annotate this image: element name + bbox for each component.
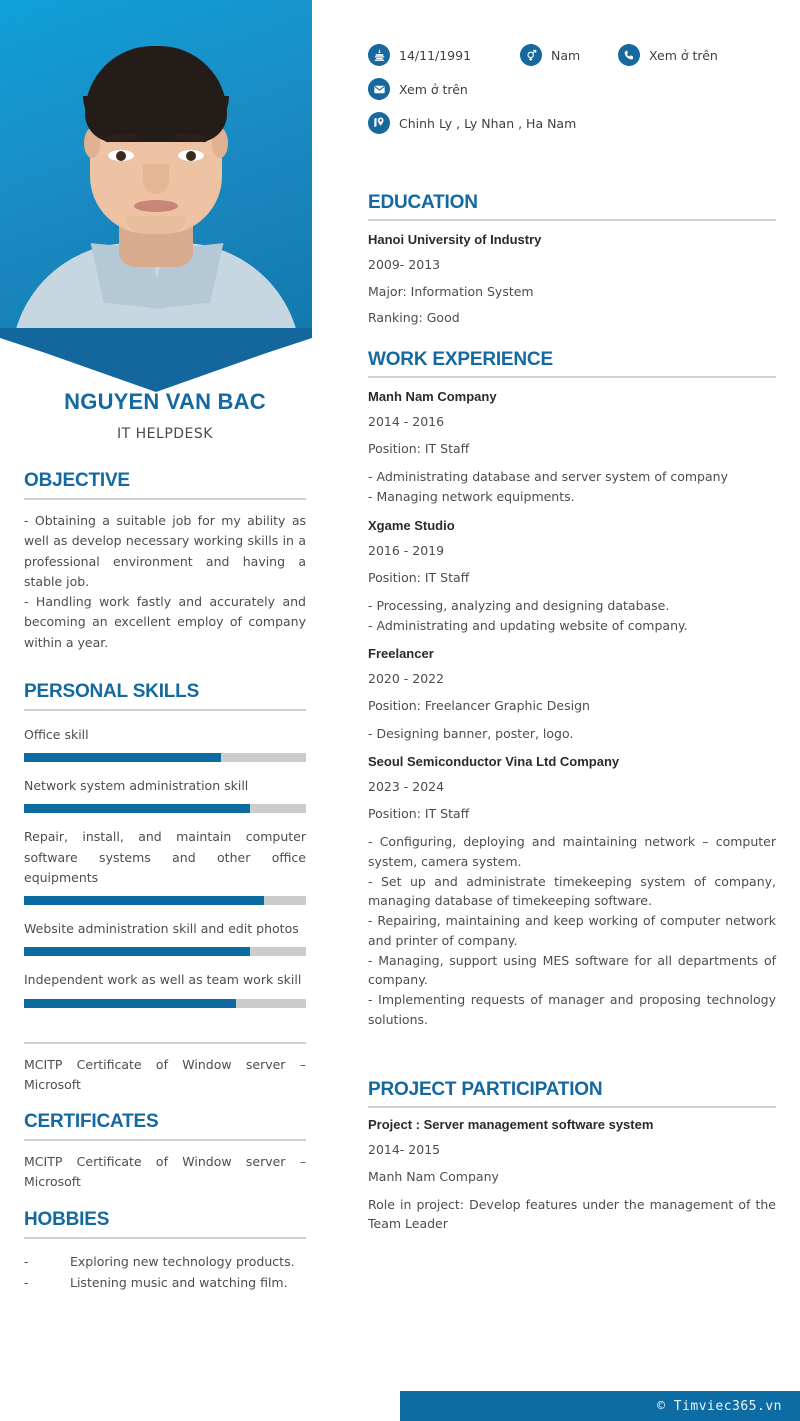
project-role: Role in project: Develop features under the management of the Team Leader [368,1196,776,1231]
work-experience-heading: WORK EXPERIENCE [368,349,553,370]
cake-icon [368,44,390,66]
contact-address-text: Chinh Ly , Ly Nhan , Ha Nam [399,115,577,131]
objective-divider [24,498,306,500]
profile-photo [0,0,312,333]
hobby-dash: - [24,1275,29,1290]
skill-progress-track [24,999,306,1008]
objective-heading: OBJECTIVE [24,470,130,491]
footer-text: © Timviec365.vn [657,1398,782,1414]
work-bullet: - Administrating database and server system of company [368,469,728,484]
skill-progress-fill [24,999,236,1008]
skill-progress-track [24,804,306,813]
project-company: Manh Nam Company [368,1168,499,1184]
list-item [24,1272,306,1294]
hobbies-divider [24,1237,306,1239]
work-bullet: - Set up and administrate timekeeping system of company, managing database of timekeeping software. [368,873,776,908]
skill-label: Repair, install, and maintain computer software systems and other office equipments [24,829,306,885]
contact-birthday [368,44,520,66]
skill-item [24,776,306,813]
contact-phone [618,44,718,66]
contact-gender-text: Nam [551,47,581,63]
contact-address [368,112,576,134]
work-bullets [368,724,776,743]
skill-label: Network system administration skill [24,778,249,793]
work-bullet: - Repairing, maintaining and keep working of computer network and printer of company. [368,913,776,948]
work-company: Xgame Studio [368,517,455,533]
work-bullet: - Implementing requests of manager and proposing technology solutions. [368,992,776,1027]
project-name: Project : Server management software system [368,1116,654,1132]
work-bullets [368,596,776,636]
project-participation-heading: PROJECT PARTICIPATION [368,1078,603,1100]
map-pin-icon [368,112,390,134]
education-heading: EDUCATION [368,192,478,213]
hobbies-list [24,1251,306,1294]
certificates-divider [24,1139,306,1141]
contact-email-text: Xem ở trên [399,81,468,97]
hobbies-section [24,1209,306,1294]
contact-gender [520,44,618,66]
contact-row-1 [368,44,776,66]
left-column [0,0,330,1421]
work-bullet: - Configuring, deploying and maintaining network – computer system, camera system. [368,834,776,869]
contact-row-3 [368,112,776,134]
contact-info [368,44,776,134]
work-bullet: - Managing, support using MES software for all departments of company. [368,952,776,987]
certificates-text: MCITP Certificate of Window server – Microsoft [24,1154,306,1190]
portrait-nose [143,164,169,194]
work-bullet: - Administrating and updating website of company. [368,617,688,633]
work-date: 2016 - 2019 [368,542,445,558]
hobby-dash: - [24,1253,29,1269]
hobby-text: Listening music and watching film. [70,1275,288,1290]
untitled-section [24,1042,306,1096]
portrait-eye-right [178,150,204,161]
contact-phone-text: Xem ở trên [649,47,718,63]
contact-birthday-text: 14/11/1991 [399,47,472,63]
education-divider [368,219,776,221]
work-position: Position: IT Staff [368,441,470,456]
education-ranking: Ranking: Good [368,310,460,325]
skill-label: Website administration skill and edit photos [24,921,299,936]
work-position: Position: Freelancer Graphic Design [368,698,590,713]
work-company: Freelancer [368,646,434,661]
work-bullets [368,467,776,507]
phone-icon [618,44,640,66]
skill-progress-fill [24,753,221,762]
page-title: NGUYEN VAN BAC [64,389,266,414]
work-experience-divider [368,376,776,378]
work-company: Seoul Semiconductor Vina Ltd Company [368,754,620,770]
education-section [368,192,776,327]
work-position: Position: IT Staff [368,569,470,585]
personal-skills-section [24,681,306,1008]
skill-item [24,827,306,905]
work-date: 2023 - 2024 [368,779,445,795]
list-item [24,1251,306,1273]
envelope-icon [368,78,390,100]
work-entry [368,389,776,507]
skill-progress-fill [24,947,250,956]
work-entry [368,518,776,636]
objective-paragraph-1: - Obtaining a suitable job for my ability as well as develop necessary working skills in a professional environment and having a stable job. [24,513,306,589]
contact-row-2 [368,78,776,100]
project-participation-section [368,1079,776,1234]
objective-paragraph-2: - Handling work fastly and accurately and becoming an excellent employ of company within a year. [24,594,306,650]
certificates-section [24,1111,306,1193]
footer-bar [400,1391,800,1421]
education-school: Hanoi University of Industry [368,232,542,247]
portrait-mouth [134,200,178,212]
work-date: 2014 - 2016 [368,414,445,429]
work-company: Manh Nam Company [368,389,497,404]
skill-item [24,725,306,762]
work-position: Position: IT Staff [368,806,470,822]
portrait-eye-left [108,150,134,161]
work-experience-section [368,349,776,1029]
skill-progress-track [24,753,306,762]
skill-progress-fill [24,804,250,813]
project-date: 2014- 2015 [368,1141,441,1157]
personal-skills-divider [24,709,306,711]
untitled-section-text: MCITP Certificate of Window server – Microsoft [24,1056,306,1092]
work-bullet: - Designing banner, poster, logo. [368,726,574,741]
work-bullets [368,832,776,1029]
skill-progress-track [24,896,306,905]
education-major: Major: Information System [368,284,534,299]
portrait-chin [126,216,186,234]
right-column [368,0,776,1233]
skill-label: Independent work as well as team work skill [24,972,302,988]
skill-progress-fill [24,896,264,905]
contact-email [368,78,468,100]
job-title: IT HELPDESK [117,426,213,442]
work-entry [368,754,776,1029]
arrow-banner-shape [0,328,312,392]
hobby-text: Exploring new technology products. [70,1253,295,1269]
gender-icon [520,44,542,66]
work-bullet: - Processing, analyzing and designing database. [368,597,670,613]
skill-label: Office skill [24,726,89,742]
education-date: 2009- 2013 [368,257,441,272]
skill-item [24,970,306,1007]
certificates-heading: CERTIFICATES [24,1111,159,1132]
skill-progress-track [24,947,306,956]
work-bullet: - Managing network equipments. [368,489,575,505]
project-participation-divider [368,1106,776,1108]
untitled-section-divider [24,1042,306,1044]
work-entry [368,646,776,743]
skill-item [24,919,306,956]
objective-section [24,470,306,653]
work-date: 2020 - 2022 [368,671,445,686]
personal-skills-heading: PERSONAL SKILLS [24,680,200,702]
hobbies-heading: HOBBIES [24,1208,110,1230]
